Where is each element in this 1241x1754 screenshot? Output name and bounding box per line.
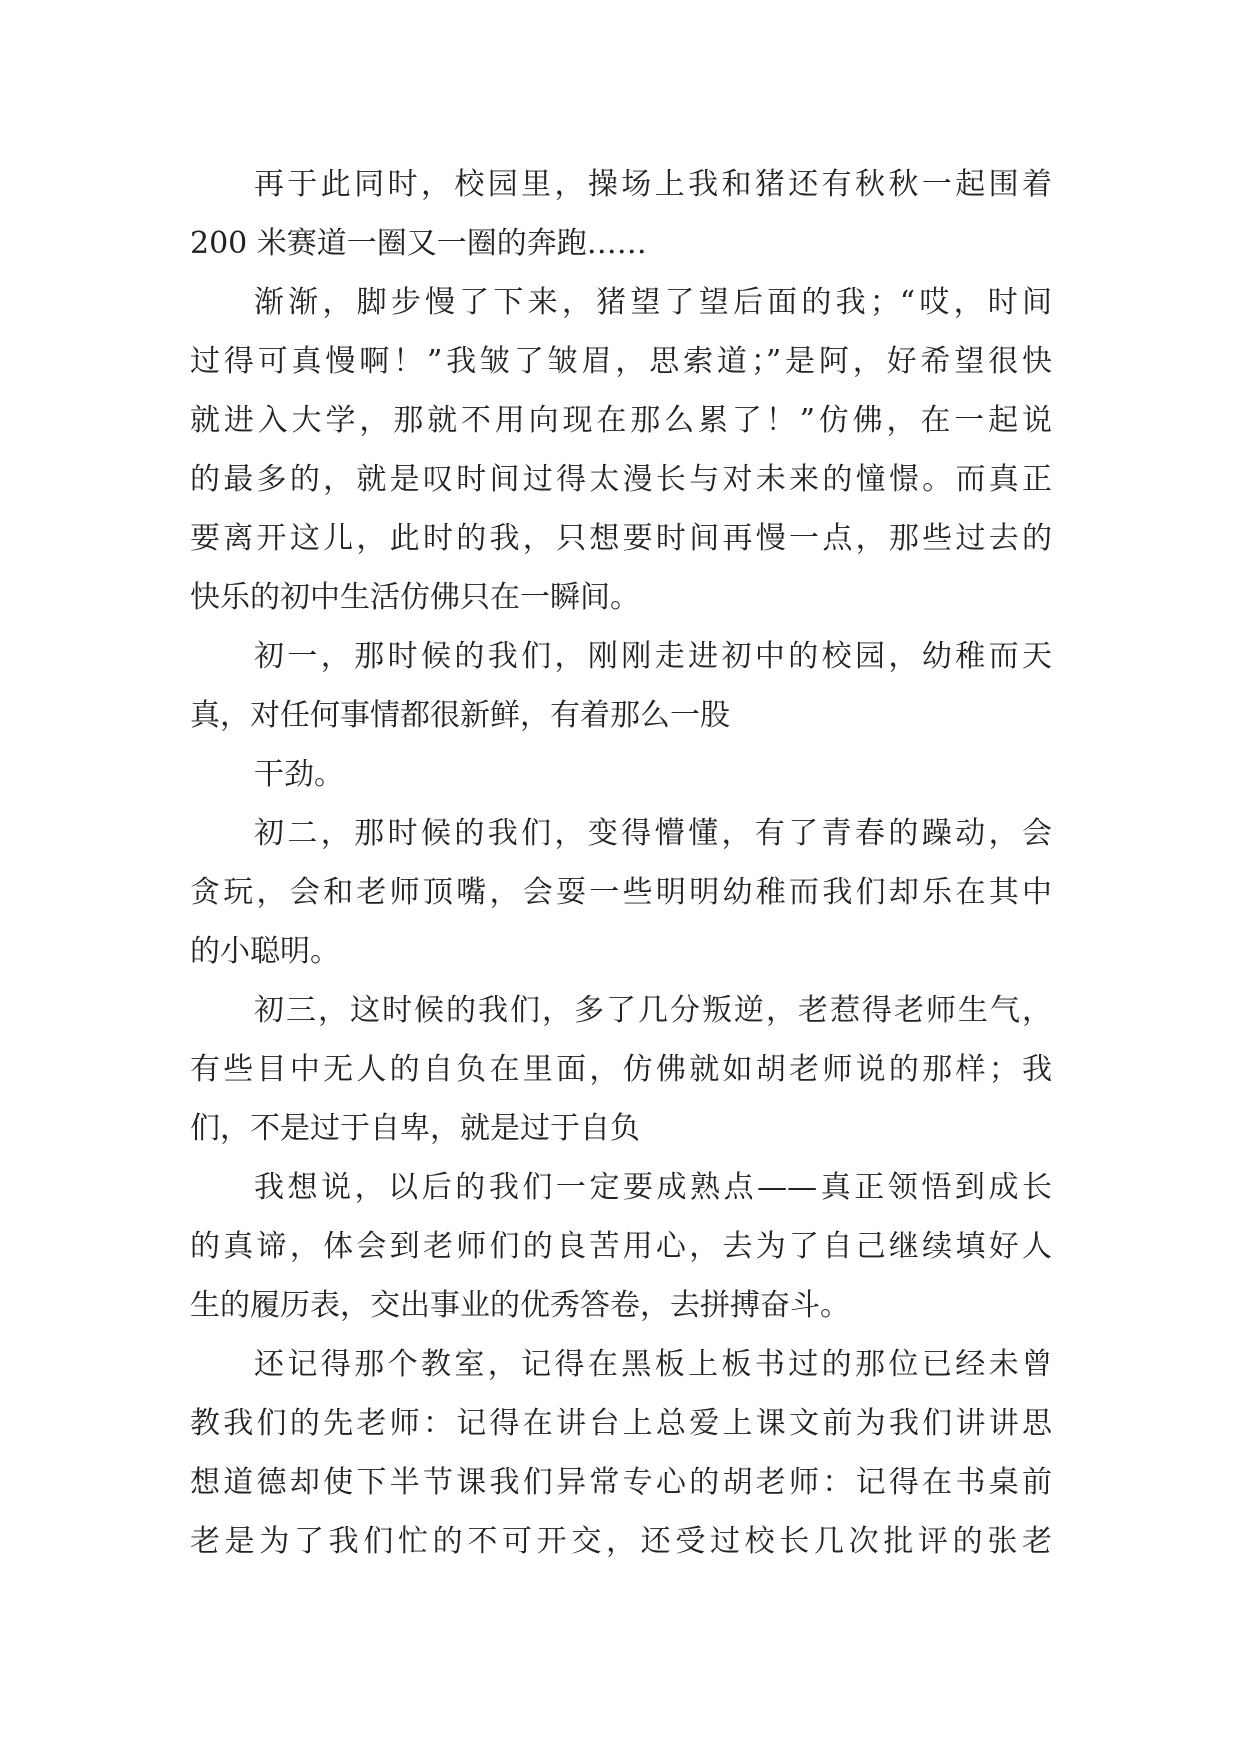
text-line: 的小聪明。 <box>190 934 340 969</box>
text-line: 快乐的初中生活仿佛只在一瞬间。 <box>190 580 640 615</box>
text-line: 的最多的，就是叹时间过得太漫长与对未来的憧憬。而真正 <box>190 462 1052 497</box>
text-line: 干劲。 <box>254 757 344 792</box>
text-line: 要离开这儿，此时的我，只想要时间再慢一点，那些过去的 <box>190 521 1052 556</box>
text-line: 的真谛，体会到老师们的良苦用心，去为了自己继续填好人 <box>190 1229 1052 1264</box>
text-line: 还记得那个教室，记得在黑板上板书过的那位已经未曾 <box>254 1347 1052 1382</box>
text-line: 想道德却使下半节课我们异常专心的胡老师：记得在书桌前 <box>190 1465 1052 1500</box>
text-line: 过得可真慢啊！”我皱了皱眉，思索道；”是阿，好希望很快 <box>190 344 1052 379</box>
text-line: 们，不是过于自卑，就是过于自负 <box>190 1111 640 1146</box>
text-line: 我想说，以后的我们一定要成熟点——真正领悟到成长 <box>254 1170 1052 1205</box>
text-line: 生的履历表，交出事业的优秀答卷，去拼搏奋斗。 <box>190 1288 850 1323</box>
text-line: 贪玩，会和老师顶嘴，会耍一些明明幼稚而我们却乐在其中 <box>190 875 1052 910</box>
text-line: 再于此同时，校园里，操场上我和猪还有秋秋一起围着 <box>254 167 1052 202</box>
text-line: 初三，这时候的我们，多了几分叛逆，老惹得老师生气， <box>254 993 1052 1028</box>
text-line: 200 米赛道一圈又一圈的奔跑…… <box>190 226 647 261</box>
text-line: 老是为了我们忙的不可开交，还受过校长几次批评的张老 <box>190 1524 1052 1559</box>
text-line: 就进入大学，那就不用向现在那么累了！”仿佛，在一起说 <box>190 403 1052 438</box>
text-line: 初一，那时候的我们，刚刚走进初中的校园，幼稚而天 <box>254 639 1052 674</box>
text-line: 渐渐，脚步慢了下来，猪望了望后面的我；“哎，时间 <box>254 285 1052 320</box>
text-line: 有些目中无人的自负在里面，仿佛就如胡老师说的那样；我 <box>190 1052 1052 1087</box>
document-body <box>190 155 1052 1571</box>
text-line: 真，对任何事情都很新鲜，有着那么一股 <box>190 698 730 733</box>
text-line: 教我们的先老师：记得在讲台上总爱上课文前为我们讲讲思 <box>190 1406 1052 1441</box>
text-line: 初二，那时候的我们，变得懵懂，有了青春的躁动，会 <box>254 816 1052 851</box>
